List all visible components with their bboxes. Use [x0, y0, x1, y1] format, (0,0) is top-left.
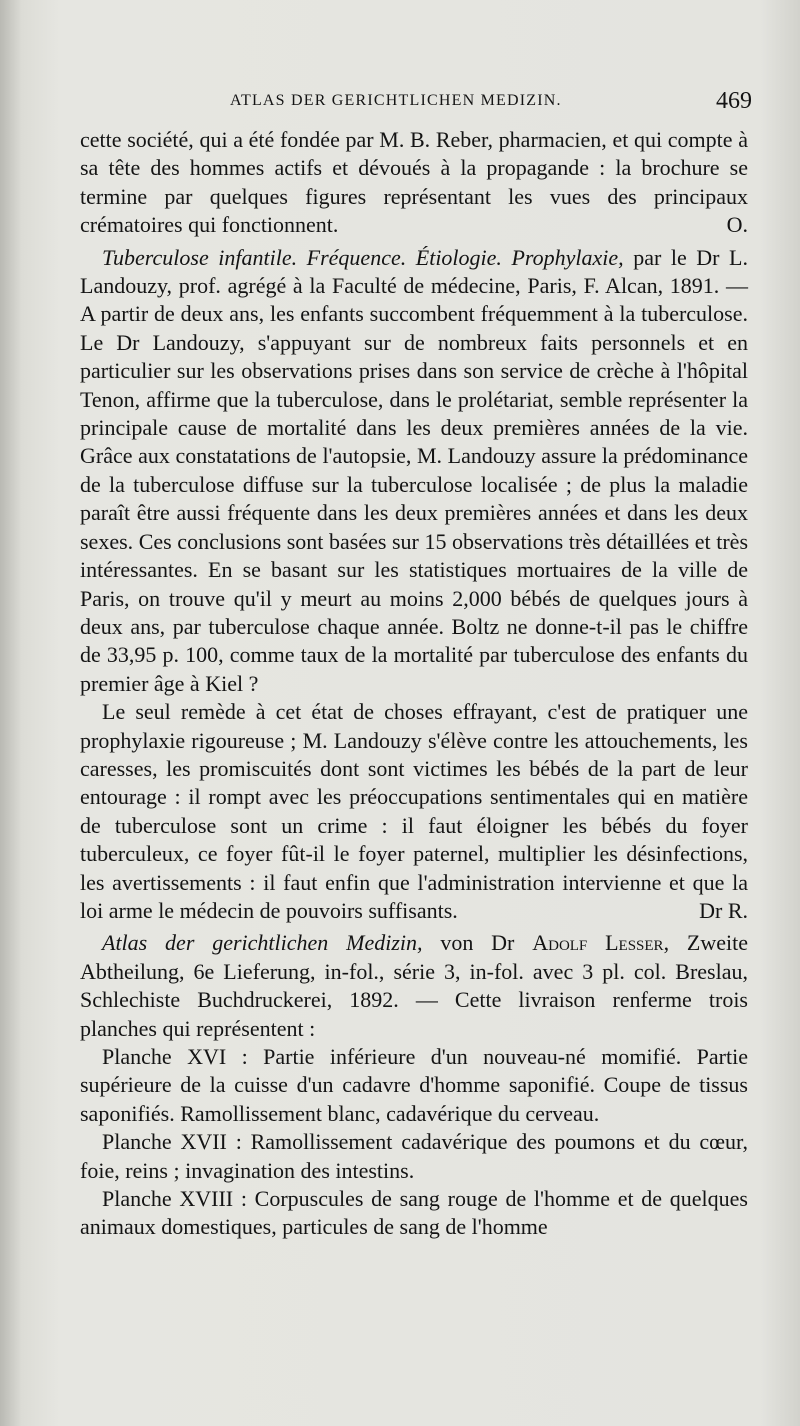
paragraph-text: Planche XVII : Ramollissement cadavérique des poumons et du cœur, foie, reins ; invagination des intestins. — [80, 1129, 748, 1183]
paragraph-cremation-end — [80, 126, 748, 240]
paragraph-text: Planche XVI : Partie inférieure d'un nouveau-né momifié. Partie supérieure de la cuisse d'un cadavre d'homme saponifié. Coupe de tissus saponifiés. Ramollissement blanc, cadavérique du cerveau. — [80, 1044, 748, 1126]
paragraph-planche-xvii — [80, 1128, 748, 1185]
paragraph-text: cette société, qui a été fondée par M. B. Reber, pharmacien, et qui compte à sa tête des hommes actifs et dévoués à la propagande : la brochure se termine par quelques figures représentant les vues des principaux crématoires qui fonctionnent. — [80, 127, 748, 238]
paragraph-tuberculose-review — [80, 244, 748, 699]
paragraph-planche-xviii — [80, 1185, 748, 1242]
page-number: 469 — [716, 88, 752, 114]
paragraph-text: Le seul remède à cet état de choses effrayant, c'est de pratiquer une prophylaxie rigoureuse ; M. Landouzy s'élève contre les attouchements, les caresses, les promiscuités dont sont victimes les bébés de la part de leur entourage : il rompt avec les préoccupations sentimentales qui en matière de tuberculose sont un crime : il faut éloigner les bébés du foyer tuberculeux, ce foyer fût-il le foyer paternel, multiplier les désinfections, les avertissements : il faut enfin que l'administration intervienne et que la loi arme le médecin de pouvoirs suffisants. — [80, 699, 748, 923]
page-header — [80, 88, 770, 118]
paragraph-planche-xvi — [80, 1043, 748, 1128]
paragraph-text: Planche XVIII : Corpuscules de sang rouge de l'homme et de quelques animaux domestiques, particules de sang de l'homme — [80, 1186, 748, 1240]
signature: Dr R. — [699, 897, 748, 923]
signature: O. — [726, 212, 748, 238]
paragraph-atlas-review: Atlas der gerichtlichen Medizin, von Dr Adolf Lesser, Zweite Abtheilung, 6e Lieferung, in-fol., série 3, in-fol. avec 3 pl. col. Breslau, Schlechiste Buchdruckerei, 1892. — Cette livraison renferme trois planches qui représentent : — [80, 930, 748, 1041]
work-title: Atlas der gerichtlichen Medizin, — [102, 930, 423, 956]
author-name: Adolf Lesser — [532, 930, 664, 956]
body-text — [80, 126, 748, 1242]
work-title: Tuberculose infantile. Fréquence. Étiologie. Prophylaxie, — [102, 244, 624, 270]
paragraph-prophylaxie — [80, 698, 748, 925]
running-title: ATLAS DER GERICHTLICHEN MEDIZIN. — [230, 92, 562, 109]
paragraph-text: par le Dr L. Landouzy, prof. agrégé à la Faculté de médecine, Paris, F. Alcan, 1891. — A partir de deux ans, les enfants succombent fréquemment à la tuberculose. Le Dr Landouzy, s'appuyant sur de nombreux faits personnels et en particulier sur les observations prises dans son service de crèche à l'hôpital Tenon, affirme que la tuberculose, dans le prolétariat, semble représenter la principale cause de mortalité dans les deux premières années de la vie. Grâce aux constatations de l'autopsie, M. Landouzy assure la prédominance de la tuberculose diffuse sur la tuberculose localisée ; de plus la maladie paraît être aussi fréquente dans les deux premières années et dans les deux sexes. Ces conclusions sont basées sur 15 observations très détaillées et très intéressantes. En se basant sur les statistiques mortuaires de la ville de Paris, on trouve qu'il y meurt au moins 2,000 bébés de quelques jours à deux ans, par tuberculose chaque année. Boltz ne donne-t-il pas le chiffre de 33,95 p. 100, comme taux de la mortalité par tuberculose des enfants du premier âge à Kiel ? — [80, 244, 748, 696]
